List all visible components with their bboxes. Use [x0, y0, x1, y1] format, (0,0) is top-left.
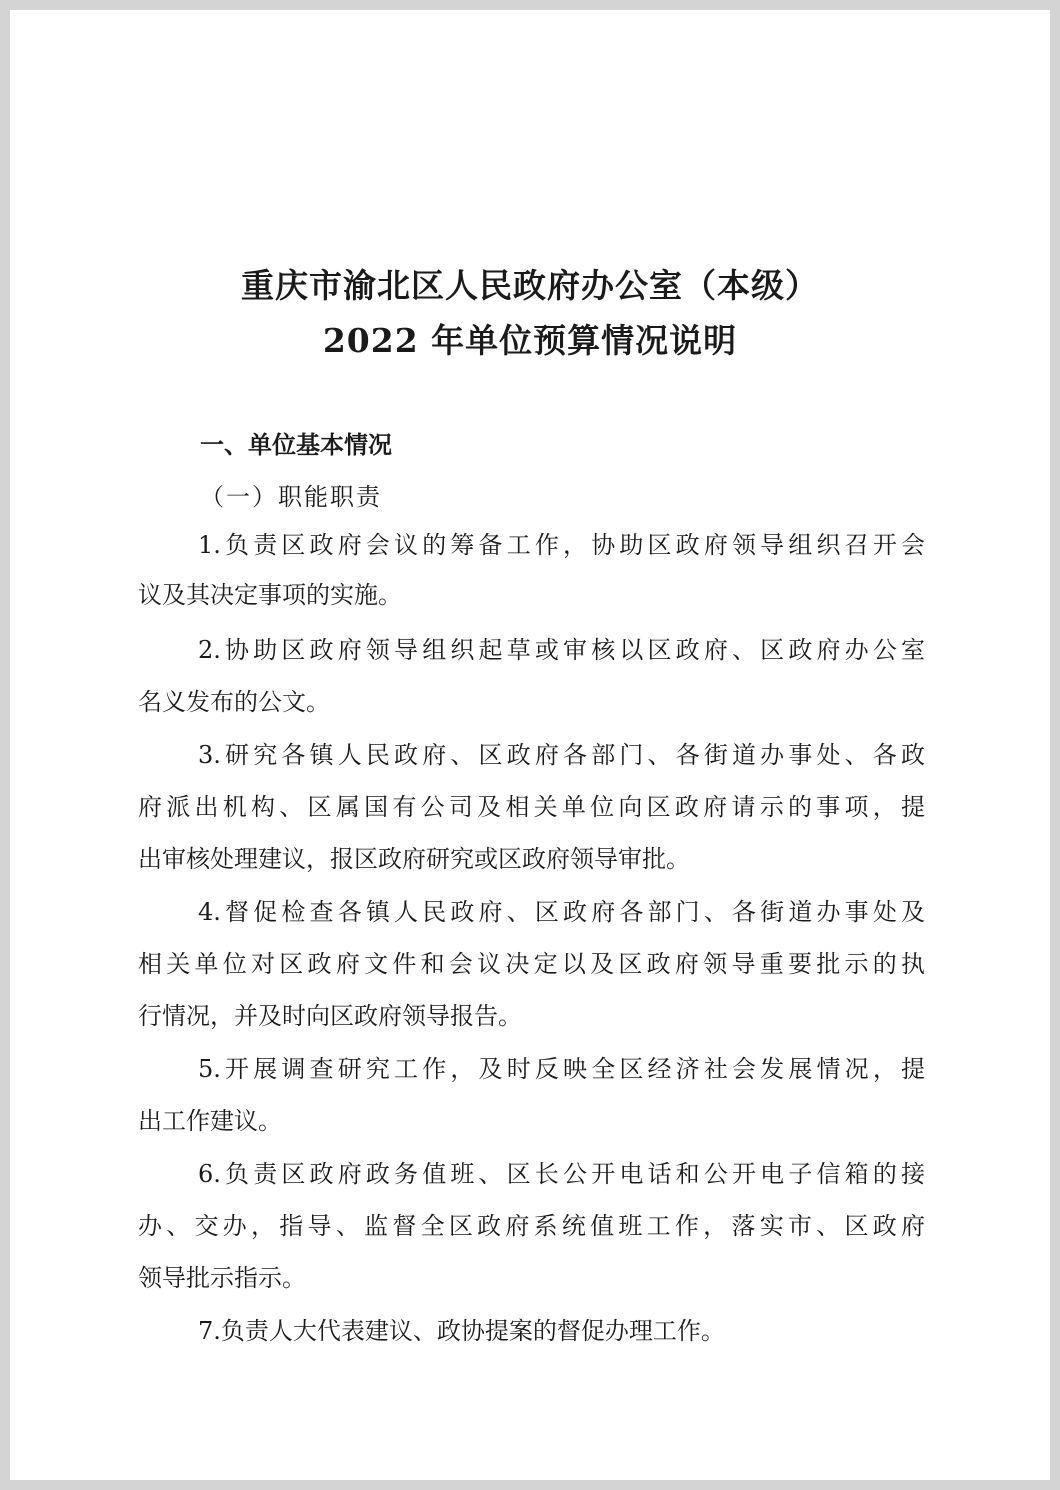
paragraph-3-line-2: 府派出机构、区属国有公司及相关单位向区政府请示的事项，提	[138, 793, 925, 821]
paragraph-1-line-2: 议及其决定事项的实施。	[138, 581, 402, 609]
section-heading: 一、单位基本情况	[200, 430, 392, 459]
paragraph-5-line-2: 出工作建议。	[138, 1107, 282, 1135]
paragraph-5-line-1: 5.开展调查研究工作，及时反映全区经济社会发展情况，提	[198, 1055, 925, 1083]
document-title-line-2: 2022 年单位预算情况说明	[322, 321, 738, 360]
paragraph-1-line-1: 1.负责区政府会议的筹备工作，协助区政府领导组织召开会	[198, 531, 925, 559]
paragraph-3-line-1: 3.研究各镇人民政府、区政府各部门、各街道办事处、各政	[198, 741, 925, 769]
paragraph-4-line-3: 行情况，并及时向区政府领导报告。	[138, 1002, 522, 1030]
subsection-heading: （一）职能职责	[200, 483, 382, 511]
document-title-line-1: 重庆市渝北区人民政府办公室（本级）	[241, 266, 819, 305]
paragraph-4-line-1: 4.督促检查各镇人民政府、区政府各部门、各街道办事处及	[198, 898, 925, 926]
paragraph-6-line-1: 6.负责区政府政务值班、区长公开电话和公开电子信箱的接	[198, 1160, 925, 1188]
paragraph-2-line-1: 2.协助区政府领导组织起草或审核以区政府、区政府办公室	[198, 636, 925, 664]
document-page	[10, 10, 1050, 1480]
paragraph-6-line-3: 领导批示指示。	[138, 1264, 306, 1292]
paragraph-7-line-1: 7.负责人大代表建议、政协提案的督促办理工作。	[198, 1317, 725, 1345]
paragraph-2-line-2: 名义发布的公文。	[138, 688, 330, 716]
paragraph-4-line-2: 相关单位对区政府文件和会议决定以及区政府领导重要批示的执	[138, 950, 925, 978]
paragraph-6-line-2: 办、交办，指导、监督全区政府系统值班工作，落实市、区政府	[138, 1212, 925, 1240]
paragraph-3-line-3: 出审核处理建议，报区政府研究或区政府领导审批。	[138, 845, 690, 873]
